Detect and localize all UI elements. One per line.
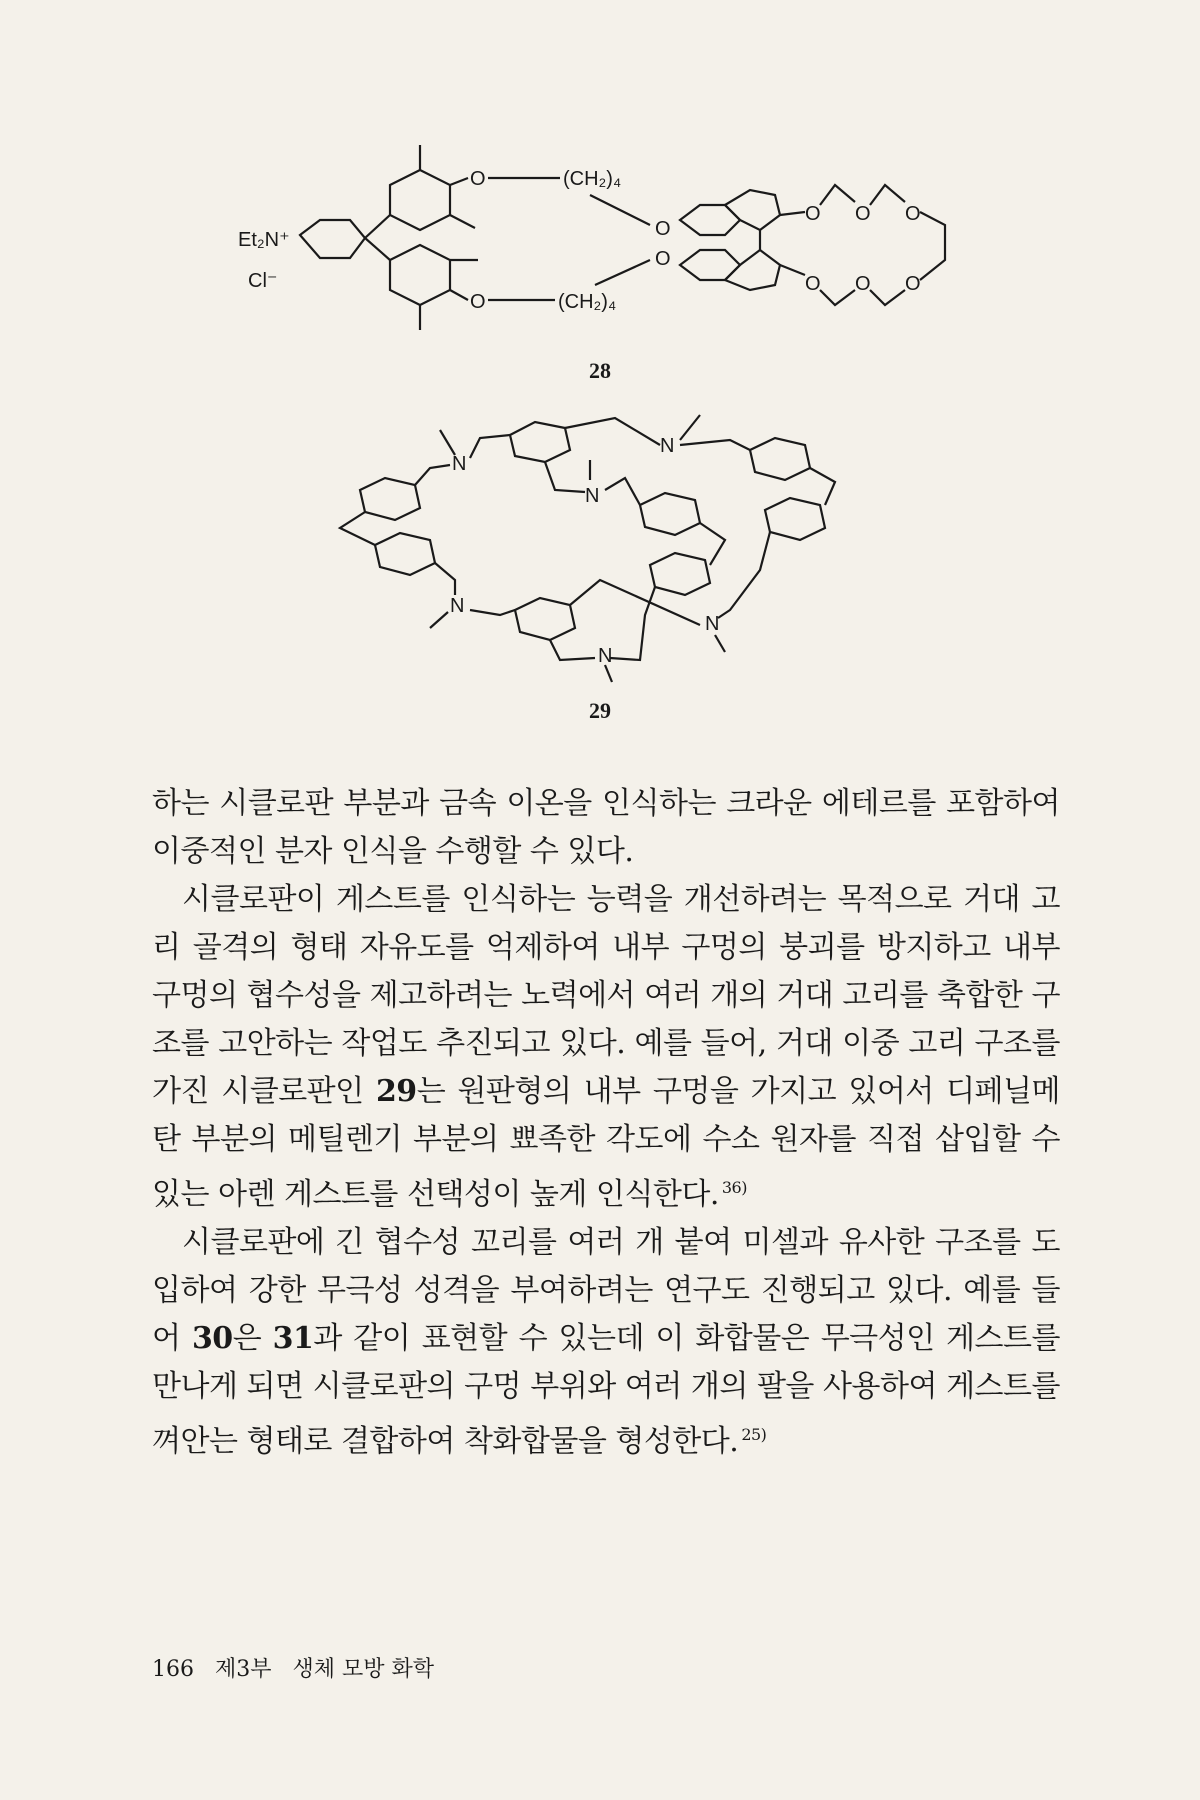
page-footer: [152, 1652, 448, 1683]
oxygen-label: O: [805, 273, 821, 295]
oxygen-label: O: [470, 168, 486, 190]
nitrogen-label: N: [585, 485, 600, 507]
structure-28-drawing: [0, 140, 1200, 340]
oxygen-label: O: [905, 273, 921, 295]
chapter-title: 생체 모방 화학: [292, 1657, 435, 1682]
benzene-ring: [375, 533, 435, 575]
paragraph-2: 시클로판이 게스트를 인식하는 능력을 개선하려는 목적으로 거대 고리 골격의 형태 자유도를 억제하여 내부 구멍의 붕괴를 방지하고 내부 구멍의 협수성을 제고하려는 노력에서 여러 개의 거대 고리를 축합한 구조를 고안하는 작업도 추진되고 있다. 예를 들어, 거대 이중 고리 구조를 가진 시클로판인 29는 원판형의 내부 구멍을 가지고 있어서 디페닐메탄 부분의 메틸렌기 부분의 뾰족한 각도에 수소 원자를 직접 삽입할 수 있는 아렌 게스트를 선택성이 높게 인식한다. $^{36)}$: [152, 882, 1060, 1212]
figure-number-29: 29: [589, 698, 611, 723]
ch2-chain-top: (CH₂)₄: [563, 168, 622, 190]
compound-ref-31: 31: [272, 1321, 314, 1356]
benzene-ring: [650, 553, 710, 595]
benzene-ring: [640, 493, 700, 535]
compound-ref-30: 30: [191, 1321, 233, 1356]
nitrogen-label: N: [705, 613, 720, 635]
et2n-label: Et₂N⁺: [238, 229, 290, 251]
benzene-ring: [510, 422, 570, 462]
nitrogen-label: N: [598, 645, 613, 667]
oxygen-label: O: [905, 203, 921, 225]
oxygen-label: O: [805, 203, 821, 225]
footnote-ref: 25): [741, 1425, 767, 1444]
benzene-ring: [750, 438, 810, 480]
oxygen-label: O: [470, 291, 486, 313]
aryl-ring-lower: [390, 245, 450, 305]
oxygen-label: O: [655, 218, 671, 240]
paragraph-1: 하는 시클로판 부분과 금속 이온을 인식하는 크라운 에테르를 포함하여 이중적인 분자 인식을 수행할 수 있다.: [152, 786, 1060, 869]
oxygen-label: O: [855, 273, 871, 295]
cl-label: Cl⁻: [248, 270, 278, 292]
naphthyl-ring-lower-b: [725, 250, 780, 290]
structure-28: [0, 140, 1200, 340]
naphthyl-ring-upper-b: [725, 190, 780, 230]
structure-29-drawing: [0, 400, 1200, 700]
footnote-ref: 36): [721, 1178, 747, 1197]
nitrogen-label: N: [450, 595, 465, 617]
body-text: [152, 780, 1060, 1466]
benzene-ring: [515, 598, 575, 640]
benzene-ring: [765, 498, 825, 540]
part-label: 제3부: [215, 1657, 272, 1682]
nitrogen-label: N: [660, 435, 675, 457]
ch2-chain-bottom: (CH₂)₄: [558, 291, 617, 313]
compound-ref-29: 29: [375, 1074, 417, 1109]
piperidinium-ring: [300, 220, 365, 258]
page-number: 166: [152, 1657, 194, 1682]
figure-number-28: 28: [589, 358, 611, 383]
nitrogen-label: N: [452, 453, 467, 475]
benzene-ring: [360, 478, 420, 520]
paragraph-3: 시클로판에 긴 협수성 꼬리를 여러 개 붙여 미셀과 유사한 구조를 도입하여 강한 무극성 성격을 부여하려는 연구도 진행되고 있다. 예를 들어 30은 31과 같이 표현할 수 있는데 이 화합물은 무극성인 게스트를 만나게 되면 시클로판의 구멍 부위와 여러 개의 팔을 사용하여 게스트를 껴안는 형태로 결합하여 착화합물을 형성한다. $^{25)}$: [152, 1225, 1060, 1459]
oxygen-label: O: [855, 203, 871, 225]
structure-29: [0, 400, 1200, 700]
aryl-ring-upper: [390, 170, 450, 230]
oxygen-label: O: [655, 248, 671, 270]
